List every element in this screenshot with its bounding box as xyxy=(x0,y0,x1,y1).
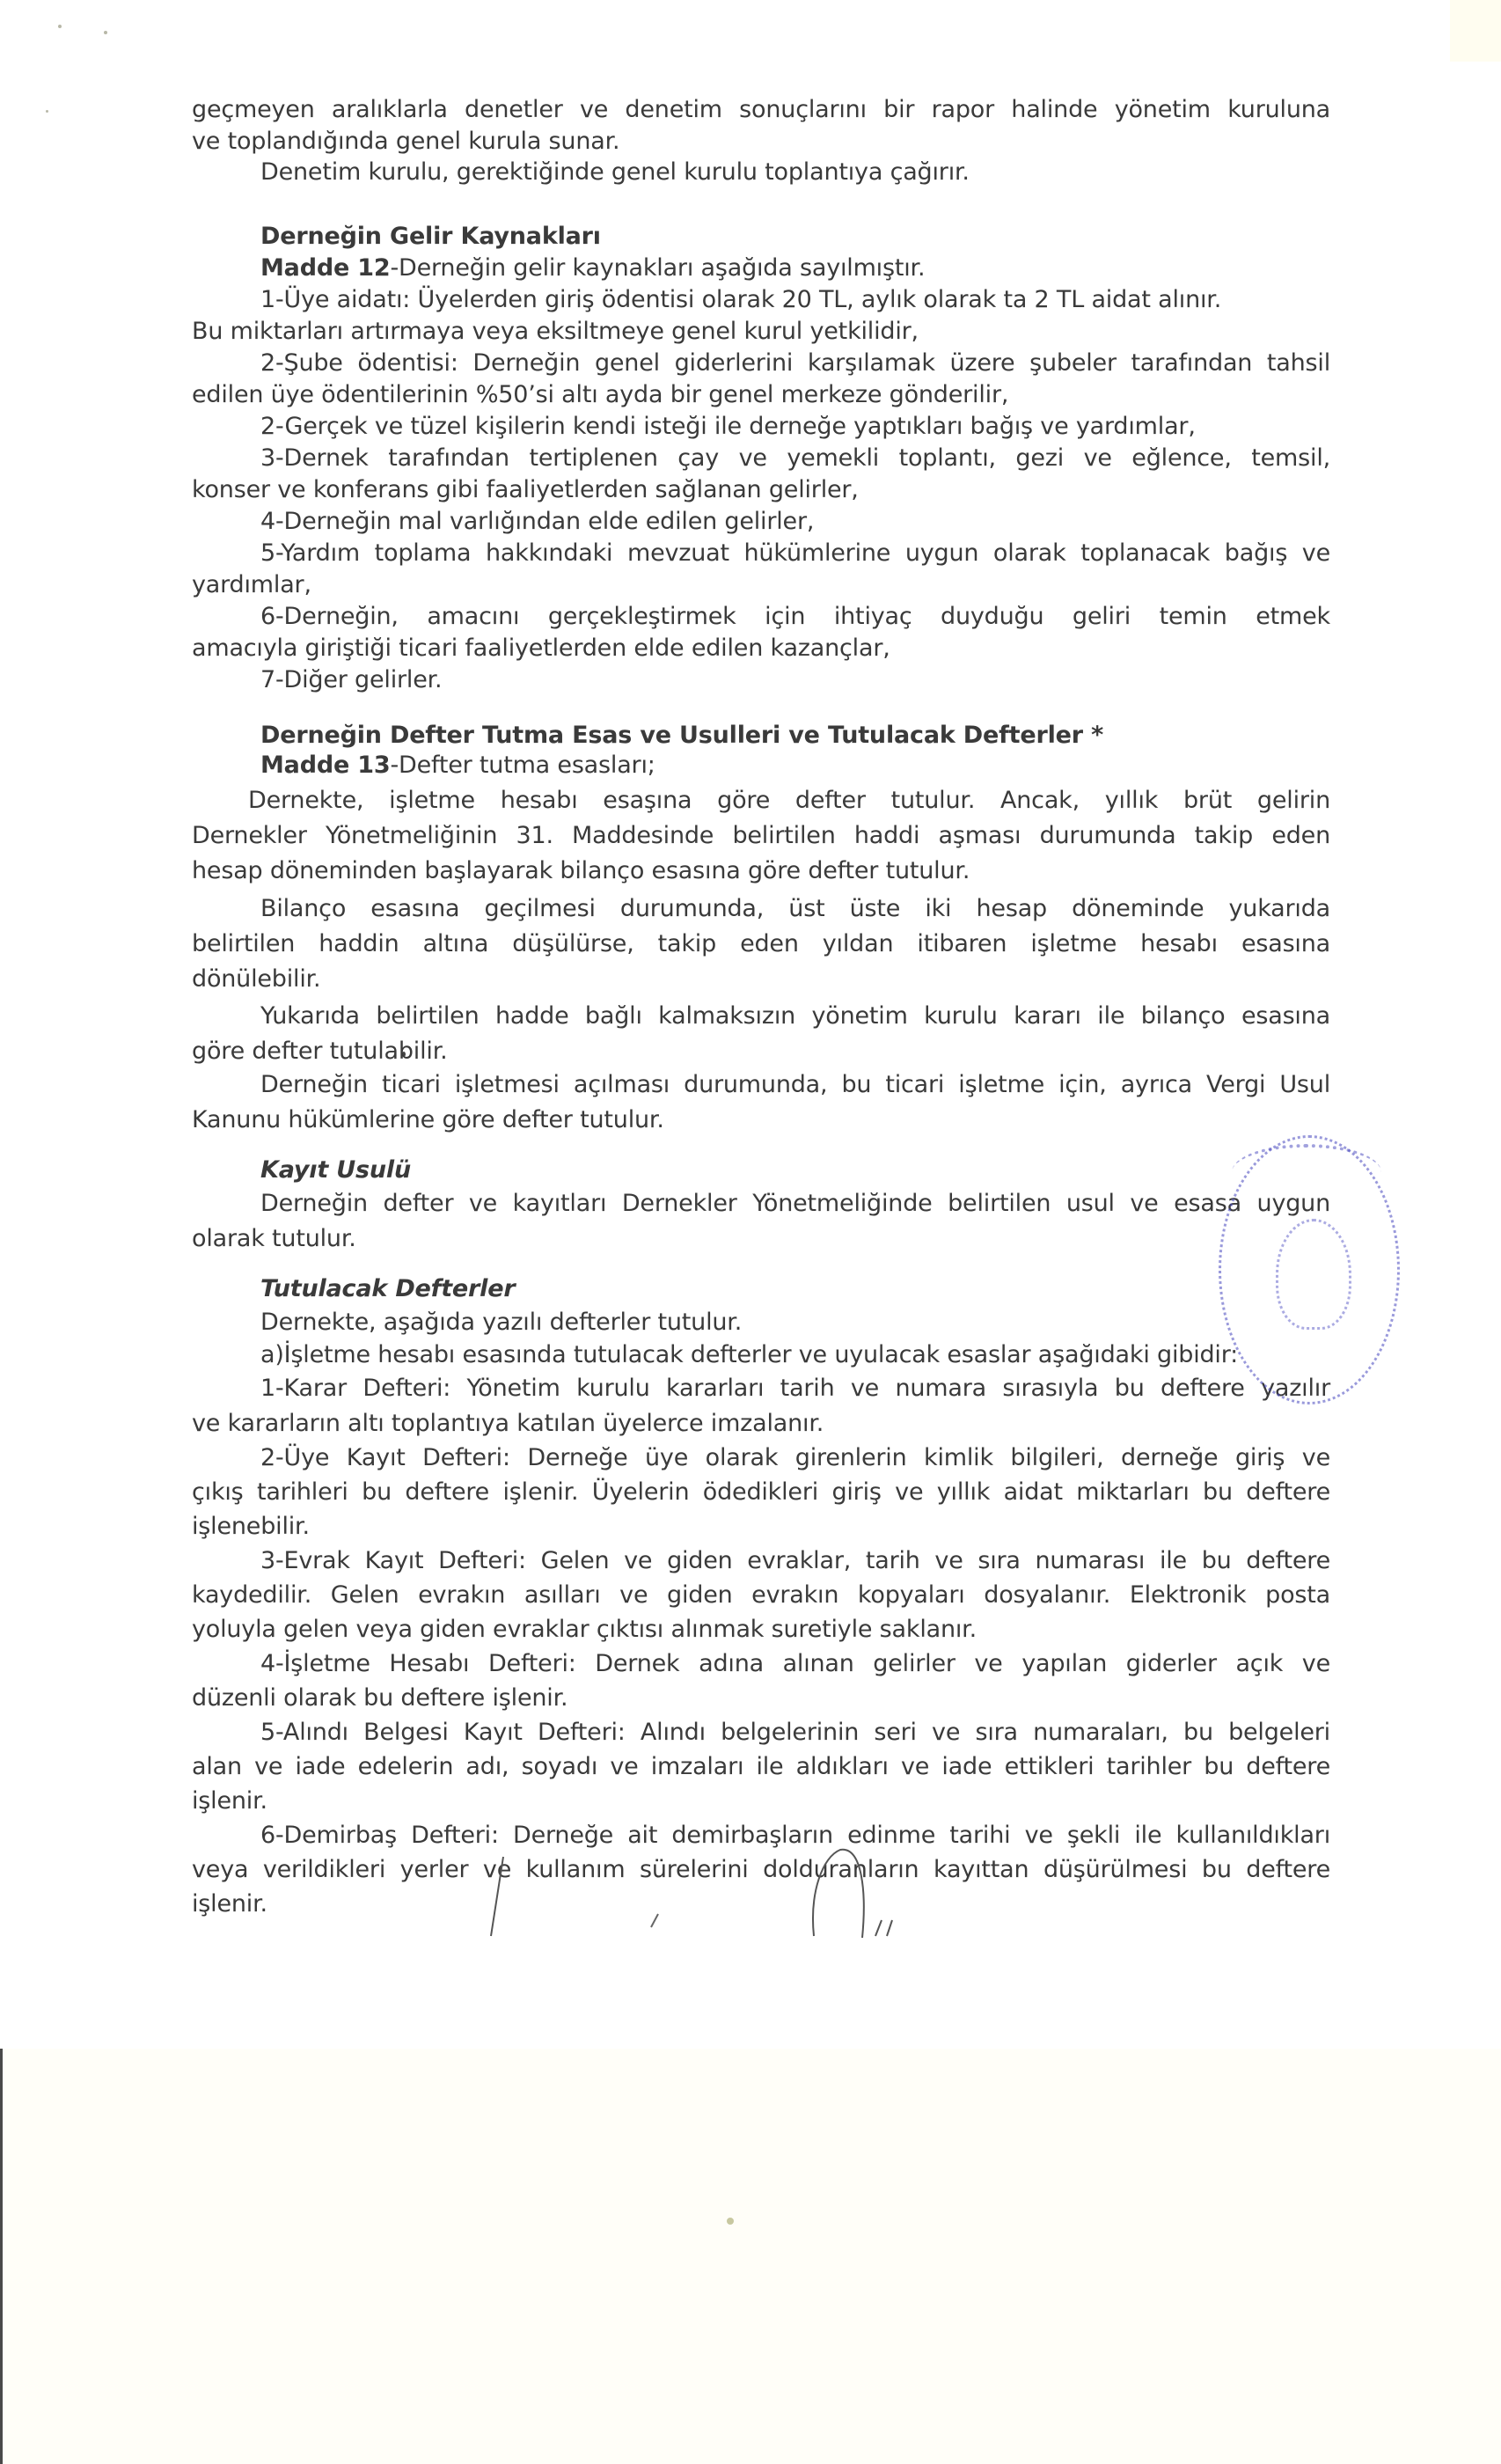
body-line: Yukarıda belirtilen hadde bağlı kalmaksızın yönetim kurulu kararı ile bilanço esasına xyxy=(260,1002,1330,1030)
article-line xyxy=(260,750,1330,781)
body-line: olarak tutulur. xyxy=(192,1225,356,1252)
body-line: 2-Üye Kayıt Defteri: Derneğe üye olarak girenlerin kimlik bilgileri, derneğe giriş ve xyxy=(260,1444,1330,1471)
body-line: Bilanço esasına geçilmesi durumunda, üst üste iki hesap döneminde yukarıda xyxy=(260,895,1330,922)
scan-speck xyxy=(727,2218,734,2225)
subsection-heading: Kayıt Usulü xyxy=(260,1156,411,1184)
body-line: Derneğin defter ve kayıtları Dernekler Yönetmeliğinde belirtilen usul ve esasa uygun xyxy=(260,1190,1330,1217)
body-line: 6-Demirbaş Defteri: Derneğe ait demirbaşların edinme tarihi ve şekli ile kullanıldıkları xyxy=(260,1822,1330,1849)
body-line: Dernekte, aşağıda yazılı defterler tutulur. xyxy=(260,1309,743,1336)
body-line: hesap döneminden başlayarak bilanço esasına göre defter tutulur. xyxy=(192,857,970,884)
body-line: işlenebilir. xyxy=(192,1513,310,1540)
scan-dark-edge xyxy=(0,2049,3,2464)
scan-lower-paper-area xyxy=(0,2049,1501,2464)
body-line: çıkış tarihleri bu deftere işlenir. Üyelerin ödedikleri giriş ve yıllık aidat miktarları bu deftere xyxy=(192,1478,1330,1506)
stamp-emblem-icon xyxy=(1276,1219,1351,1330)
body-line: 2-Gerçek ve tüzel kişilerin kendi isteği ile derneğe yaptıkları bağış ve yardımlar, xyxy=(260,413,1196,440)
body-line: Dernekte, işletme hesabı esaşına göre defter tutulur. Ancak, yıllık brüt gelirin xyxy=(248,787,1330,814)
body-line: kaydedilir. Gelen evrakın asılları ve giden evrakın kopyaları dosyalanır. Elektronik posta xyxy=(192,1581,1330,1609)
body-line: 1-Üye aidatı: Üyelerden giriş ödentisi olarak 20 TL, aylık olarak ta 2 TL aidat alınır. xyxy=(260,286,1222,313)
body-line: geçmeyen aralıklarla denetler ve denetim sonuçlarını bir rapor halinde yönetim kuruluna xyxy=(192,96,1330,123)
body-line: 4-İşletme Hesabı Defteri: Dernek adına alınan gelirler ve yapılan giderler açık ve xyxy=(260,1650,1330,1677)
article-line xyxy=(260,253,1330,284)
body-line: alan ve iade edelerin adı, soyadı ve imzaları ile aldıkları ve iade ettikleri tarihler bu deftere xyxy=(192,1753,1330,1780)
body-line: 7-Diğer gelirler. xyxy=(260,666,443,693)
body-line: Derneğin ticari işletmesi açılması durumunda, bu ticari işletme için, ayrıca Vergi Usul xyxy=(260,1071,1330,1098)
article-label: Madde 13 xyxy=(260,752,391,779)
body-line: dönülebilir. xyxy=(192,965,321,993)
body-line: Bu miktarları artırmaya veya eksiltmeye genel kurul yetkilidir, xyxy=(192,318,919,345)
subsection-heading: Tutulacak Defterler xyxy=(260,1275,516,1302)
body-line: ve toplandığında genel kurula sunar. xyxy=(192,128,620,155)
body-line: amacıyla giriştiği ticari faaliyetlerden elde edilen kazançlar, xyxy=(192,634,890,662)
body-line: 1-Karar Defteri: Yönetim kurulu kararları tarih ve numara sırasıyla bu deftere yazılır xyxy=(260,1375,1330,1402)
body-line: 5-Yardım toplama hakkındaki mevzuat hükümlerine uygun olarak toplanacak bağış ve xyxy=(260,539,1330,567)
stamp-text-arc xyxy=(1232,1144,1381,1200)
body-line: yoluyla gelen veya giden evraklar çıktısı alınmak suretiyle saklanır. xyxy=(192,1616,977,1643)
section-heading: Derneğin Gelir Kaynakları xyxy=(260,223,601,250)
scan-speck xyxy=(46,110,48,113)
body-line: 6-Derneğin, amacını gerçekleştirmek için ihtiyaç duyduğu geliri temin etmek xyxy=(260,603,1330,630)
body-line: ve kararların altı toplantıya katılan üyelerce imzalanır. xyxy=(192,1410,824,1437)
body-line: göre defter tutulabilir. xyxy=(192,1038,448,1065)
section-heading: Derneğin Defter Tutma Esas ve Usulleri ve Tutulacak Defterler * xyxy=(260,722,1104,749)
body-line: Kanunu hükümlerine göre defter tutulur. xyxy=(192,1106,664,1133)
body-line: a)İşletme hesabı esasında tutulacak defterler ve uyulacak esaslar aşağıdaki gibidir: xyxy=(260,1341,1239,1368)
body-line: işlenir. xyxy=(192,1890,267,1918)
body-line: 3-Dernek tarafından tertiplenen çay ve yemekli toplantı, gezi ve eğlence, temsil, xyxy=(260,444,1330,472)
article-label: Madde 12 xyxy=(260,254,391,282)
scan-edge-top-right xyxy=(1450,0,1501,62)
body-line: düzenli olarak bu deftere işlenir. xyxy=(192,1684,568,1712)
body-line: 5-Alındı Belgesi Kayıt Defteri: Alındı belgelerinin seri ve sıra numaraları, bu belgeleri xyxy=(260,1719,1330,1746)
body-line: belirtilen haddin altına düşülürse, takip eden yıldan itibaren işletme hesabı esasına xyxy=(192,930,1330,957)
body-line: 3-Evrak Kayıt Defteri: Gelen ve giden evraklar, tarih ve sıra numarası ile bu deftere xyxy=(260,1547,1330,1574)
body-line: Dernekler Yönetmeliğinin 31. Maddesinde belirtilen haddi aşması durumunda takip eden xyxy=(192,822,1330,849)
scan-speck xyxy=(104,31,107,34)
body-line: işlenir. xyxy=(192,1787,267,1815)
body-line: Denetim kurulu, gerektiğinde genel kurulu toplantıya çağırır. xyxy=(260,158,970,186)
body-line: edilen üye ödentilerinin %50’si altı ayda bir genel merkeze gönderilir, xyxy=(192,381,1009,408)
signature-icon xyxy=(475,1839,1003,1962)
body-line: konser ve konferans gibi faaliyetlerden sağlanan gelirler, xyxy=(192,476,859,503)
body-line: 4-Derneğin mal varlığından elde edilen gelirler, xyxy=(260,508,815,535)
scan-speck xyxy=(58,25,62,28)
body-line: yardımlar, xyxy=(192,571,311,598)
body-line: 2-Şube ödentisi: Derneğin genel giderlerini karşılamak üzere şubeler tarafından tahsil xyxy=(260,349,1330,377)
body-line: veya verildikleri yerler ve kullanım sürelerini dolduranların kayıttan düşürülmesi bu deftere xyxy=(192,1856,1330,1883)
article-text: -Defter tutma esasları; xyxy=(390,752,655,779)
article-text: -Derneğin gelir kaynakları aşağıda sayılmıştır. xyxy=(390,254,926,282)
